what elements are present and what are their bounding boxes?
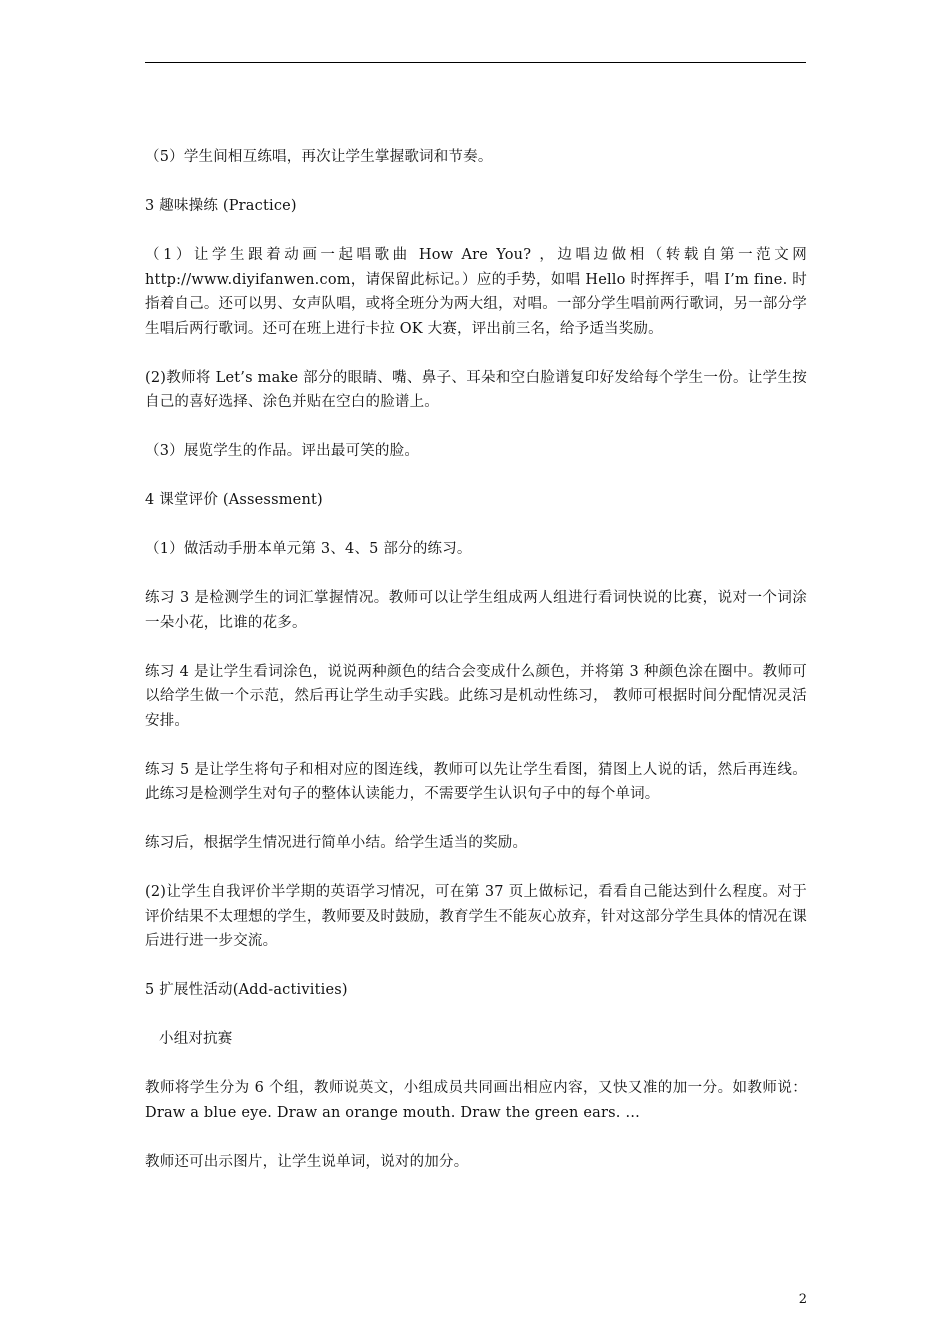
page-number: 2 xyxy=(798,1292,807,1307)
heading-assessment: 4 课堂评价 (Assessment) xyxy=(145,492,323,508)
subheading-group-contest: 小组对抗赛 xyxy=(159,1031,233,1047)
paragraph-exercise-4: 练习 4 是让学生看词涂色，说说两种颜色的结合会变成什么颜色，并将第 3 种颜色涂在圈中。教师可以给学生做一个示范，然后再让学生动手实践。此练习是机动性练习， 教师可根据时间分配情况灵活安排。 xyxy=(145,663,807,729)
paragraph-picture-words: 教师还可出示图片，让学生说单词，说对的加分。 xyxy=(145,1153,469,1170)
document-body xyxy=(145,145,812,1199)
paragraph-singing-practice: （5）学生间相互练唱，再次让学生掌握歌词和节奏。 xyxy=(145,149,493,165)
paragraph-exhibition: （3）展览学生的作品。评出最可笑的脸。 xyxy=(145,443,420,459)
heading-add-activities: 5 扩展性活动(Add-activities) xyxy=(145,982,348,998)
paragraph-activity-book: （1）做活动手册本单元第 3、4、5 部分的练习。 xyxy=(145,541,472,557)
paragraph-lets-make: (2)教师将 Let’s make 部分的眼睛、嘴、鼻子、耳朵和空白脸谱复印好发给每个学生一份。让学生按自己的喜好选择、涂色并贴在空白的脸谱上。 xyxy=(145,369,807,410)
paragraph-exercise-3: 练习 3 是检测学生的词汇掌握情况。教师可以让学生组成两人组进行看词快说的比赛，说对一个词涂一朵小花，比谁的花多。 xyxy=(145,590,807,631)
paragraph-animation-song: （1）让学生跟着动画一起唱歌曲 How Are You? ，边唱边做相（转载自第一范文网 http://www.diyifanwen.com，请保留此标记。）应的手势，如唱 Hello 时挥挥手，唱 I’m fine. 时指着自己。还可以男、女声队唱，或将全班分为两大组，对唱。一部分学生唱前两行歌词，另一部分学生唱后两行歌词。还可在班上进行卡拉 OK 大赛，评出前三名，给予适当奖励。 xyxy=(145,247,812,337)
paragraph-summary: 练习后，根据学生情况进行简单小结。给学生适当的奖励。 xyxy=(145,835,528,851)
heading-practice: 3 趣味操练 (Practice) xyxy=(145,198,297,214)
paragraph-group-drawing: 教师将学生分为 6 个组，教师说英文，小组成员共同画出相应内容，又快又准的加一分。如教师说：Draw a blue eye. Draw an orange mouth. Draw the green ears. … xyxy=(145,1080,807,1121)
header-rule xyxy=(145,62,806,63)
paragraph-exercise-5: 练习 5 是让学生将句子和相对应的图连线，教师可以先让学生看图，猜图上人说的话，然后再连线。此练习是检测学生对句子的整体认读能力，不需要学生认识句子中的每个单词。 xyxy=(145,761,807,802)
paragraph-self-assessment: (2)让学生自我评价半学期的英语学习情况，可在第 37 页上做标记，看看自己能达到什么程度。对于评价结果不太理想的学生，教师要及时鼓励，教育学生不能灰心放弃，针对这部分学生具体的情况在课后进行进一步交流。 xyxy=(145,884,807,949)
